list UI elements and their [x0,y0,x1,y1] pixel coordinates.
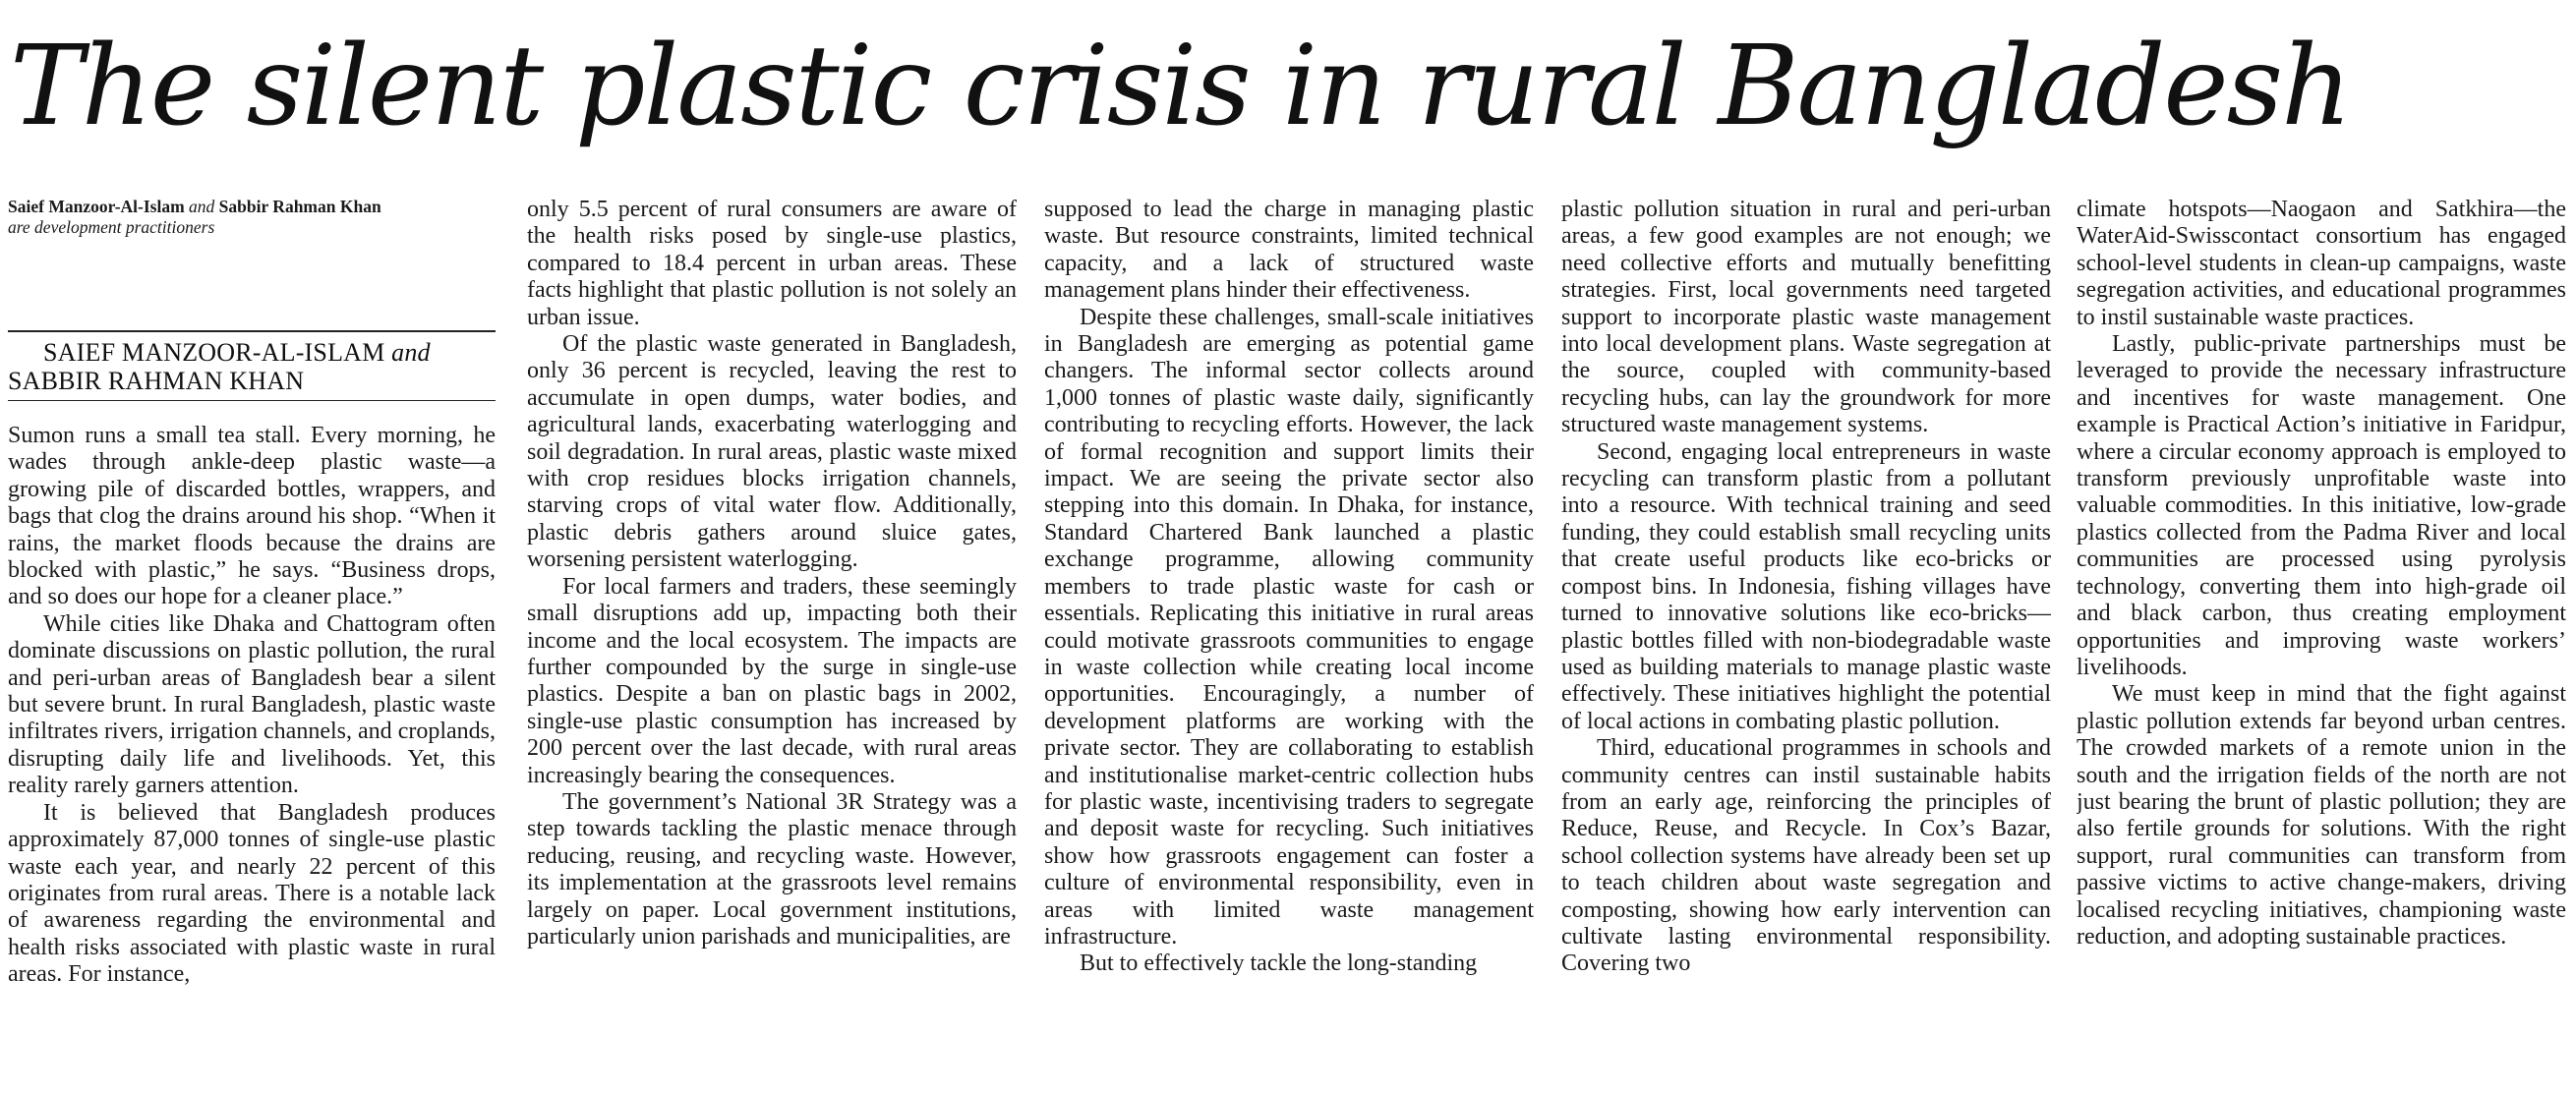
body-paragraph: Third, educational programmes in schools and community centres can instil sustainable habits from an early age, reinforcing the principles of Reduce, Reuse, and Recycle. In Cox’s Bazar, school collection systems have already been set up to teach children about waste segregation and composting, showing how early intervention can cultivate lasting environmental responsibility. Covering two [1561,735,2051,977]
author-note-name-2: Sabbir Rahman Khan [218,197,381,216]
author-note-and: and [189,197,215,216]
article-column-4 [1561,197,2051,1086]
body-paragraph: For local farmers and traders, these seemingly small disruptions add up, impacting both their income and the local ecosystem. The impacts are further compounded by the surge in single-use plastics. Despite a ban on plastic bags in 2002, single-use plastic consumption has increased by 200 percent over the last decade, with rural areas increasingly bearing the consequences. [527,573,1017,788]
body-paragraph: climate hotspots—Naogaon and Satkhira—the WaterAid-Swisscontact consortium has engaged school-level students in clean-up campaigns, waste segregation activities, and educational programmes to instil sustainable waste practices. [2077,197,2566,330]
article-column-1 [8,197,496,1086]
body-paragraph: It is believed that Bangladesh produces approximately 87,000 tonnes of single-use plastic waste each year, and nearly 22 percent of this originates from rural areas. There is a notable lack of awareness regarding the environmental and health risks associated with plastic waste in rural areas. For instance, [8,799,496,988]
body-paragraph: The government’s National 3R Strategy was a step towards tackling the plastic menace through reducing, reusing, and recycling waste. However, its implementation at the grassroots level remains largely on paper. Local government institutions, particularly union parishads and municipalities, are [527,788,1017,950]
byline-author-2: SABBIR RAHMAN KHAN [8,367,305,395]
author-note-role: are development practitioners [8,217,215,237]
body-paragraph: Despite these challenges, small-scale initiatives in Bangladesh are emerging as potential game changers. The informal sector collects around 1,000 tonnes of plastic waste daily, significantly contributing to recycling efforts. However, the lack of formal recognition and support limits their impact. We are seeing the private sector also stepping into this domain. In Dhaka, for instance, Standard Chartered Bank launched a plastic exchange programme, allowing community members to trade plastic waste for cash or essentials. Replicating this initiative in rural areas could motivate grassroots communities to engage in waste collection while creating local income opportunities. Encouragingly, a number of development platforms are working with the private sector. They are collaborating to establish and institutionalise market-centric collection hubs for plastic waste, incentivising traders to segregate and deposit waste for recycling. Such initiatives show how grassroots engagement can foster a culture of environmental responsibility, even in areas with limited waste management infrastructure. [1044,304,1534,950]
article-column-2 [527,197,1017,1086]
body-paragraph: We must keep in mind that the fight against plastic pollution extends far beyond urban centres. The crowded markets of a remote union in the south and the irrigation fields of the north are not just bearing the brunt of plastic pollution; they are also fertile grounds for solutions. With the right support, rural communities can transform from passive victims to active change-makers, driving localised recycling initiatives, championing waste reduction, and adopting sustainable practices. [2077,681,2566,950]
body-paragraph: plastic pollution situation in rural and peri-urban areas, a few good examples are not enough; we need collective efforts and mutually benefitting strategies. First, local governments need targeted support to incorporate plastic waste management into local development plans. Waste segregation at the source, coupled with community-based recycling hubs, can lay the groundwork for more structured waste management systems. [1561,197,2051,438]
body-paragraph: Of the plastic waste generated in Bangladesh, only 36 percent is recycled, leaving the rest to accumulate in open dumps, water bodies, and agricultural lands, exacerbating waterlogging and soil degradation. In rural areas, plastic waste mixed with crop residues blocks irrigation channels, starving crops of vital water flow. Additionally, plastic debris gathers around sluice gates, worsening persistent waterlogging. [527,331,1017,573]
body-paragraph: Sumon runs a small tea stall. Every morning, he wades through ankle-deep plastic waste—a growing pile of discarded bottles, wrappers, and bags that clog the drains around his shop. “When it rains, the market floods because the drains are blocked with plastic,” he says. “Business drops, and so does our hope for a cleaner place.” [8,423,496,610]
byline [8,338,496,395]
article-column-5 [2077,197,2566,1086]
body-paragraph: supposed to lead the charge in managing plastic waste. But resource constraints, limited technical capacity, and a lack of structured waste management plans hinder their effectiveness. [1044,197,1534,304]
body-paragraph: only 5.5 percent of rural consumers are aware of the health risks posed by single-use plastics, compared to 18.4 percent in urban areas. These facts highlight that plastic pollution is not solely an urban issue. [527,197,1017,330]
author-note [8,197,496,238]
body-paragraph: Lastly, public-private partnerships must be leveraged to provide the necessary infrastructure and incentives for waste management. One example is Practical Action’s initiative in Faridpur, where a circular economy approach is employed to transform previously unprofitable waste into valuable commodities. In this initiative, low-grade plastics collected from the Padma River and local communities are processed using pyrolysis technology, converting them into high-grade oil and black carbon, thus creating employment opportunities and improving waste workers’ livelihoods. [2077,331,2566,680]
byline-and: and [391,338,431,367]
article-headline: The silent plastic crisis in rural Bangladesh [10,23,2351,150]
body-paragraph: But to effectively tackle the long-standing [1080,950,1478,977]
byline-author-1: SAIEF MANZOOR-AL-ISLAM [43,338,385,367]
body-paragraph: While cities like Dhaka and Chattogram often dominate discussions on plastic pollution, the rural and peri-urban areas of Bangladesh bear a silent but severe brunt. In rural Bangladesh, plastic waste infiltrates rivers, irrigation channels, and croplands, disrupting daily life and livelihoods. Yet, this reality rarely garners attention. [8,610,496,799]
author-note-name-1: Saief Manzoor-Al-Islam [8,197,185,216]
article-column-3 [1044,197,1534,1086]
byline-box [8,330,496,401]
body-paragraph: Second, engaging local entrepreneurs in waste recycling can transform plastic from a pollutant into a resource. With technical training and seed funding, they could establish small recycling units that create useful products like eco-bricks or compost bins. In Indonesia, fishing villages have turned to innovative solutions like eco-bricks—plastic bottles filled with non-biodegradable waste used as building materials to manage plastic waste effectively. These initiatives highlight the potential of local actions in combating plastic pollution. [1561,438,2051,734]
